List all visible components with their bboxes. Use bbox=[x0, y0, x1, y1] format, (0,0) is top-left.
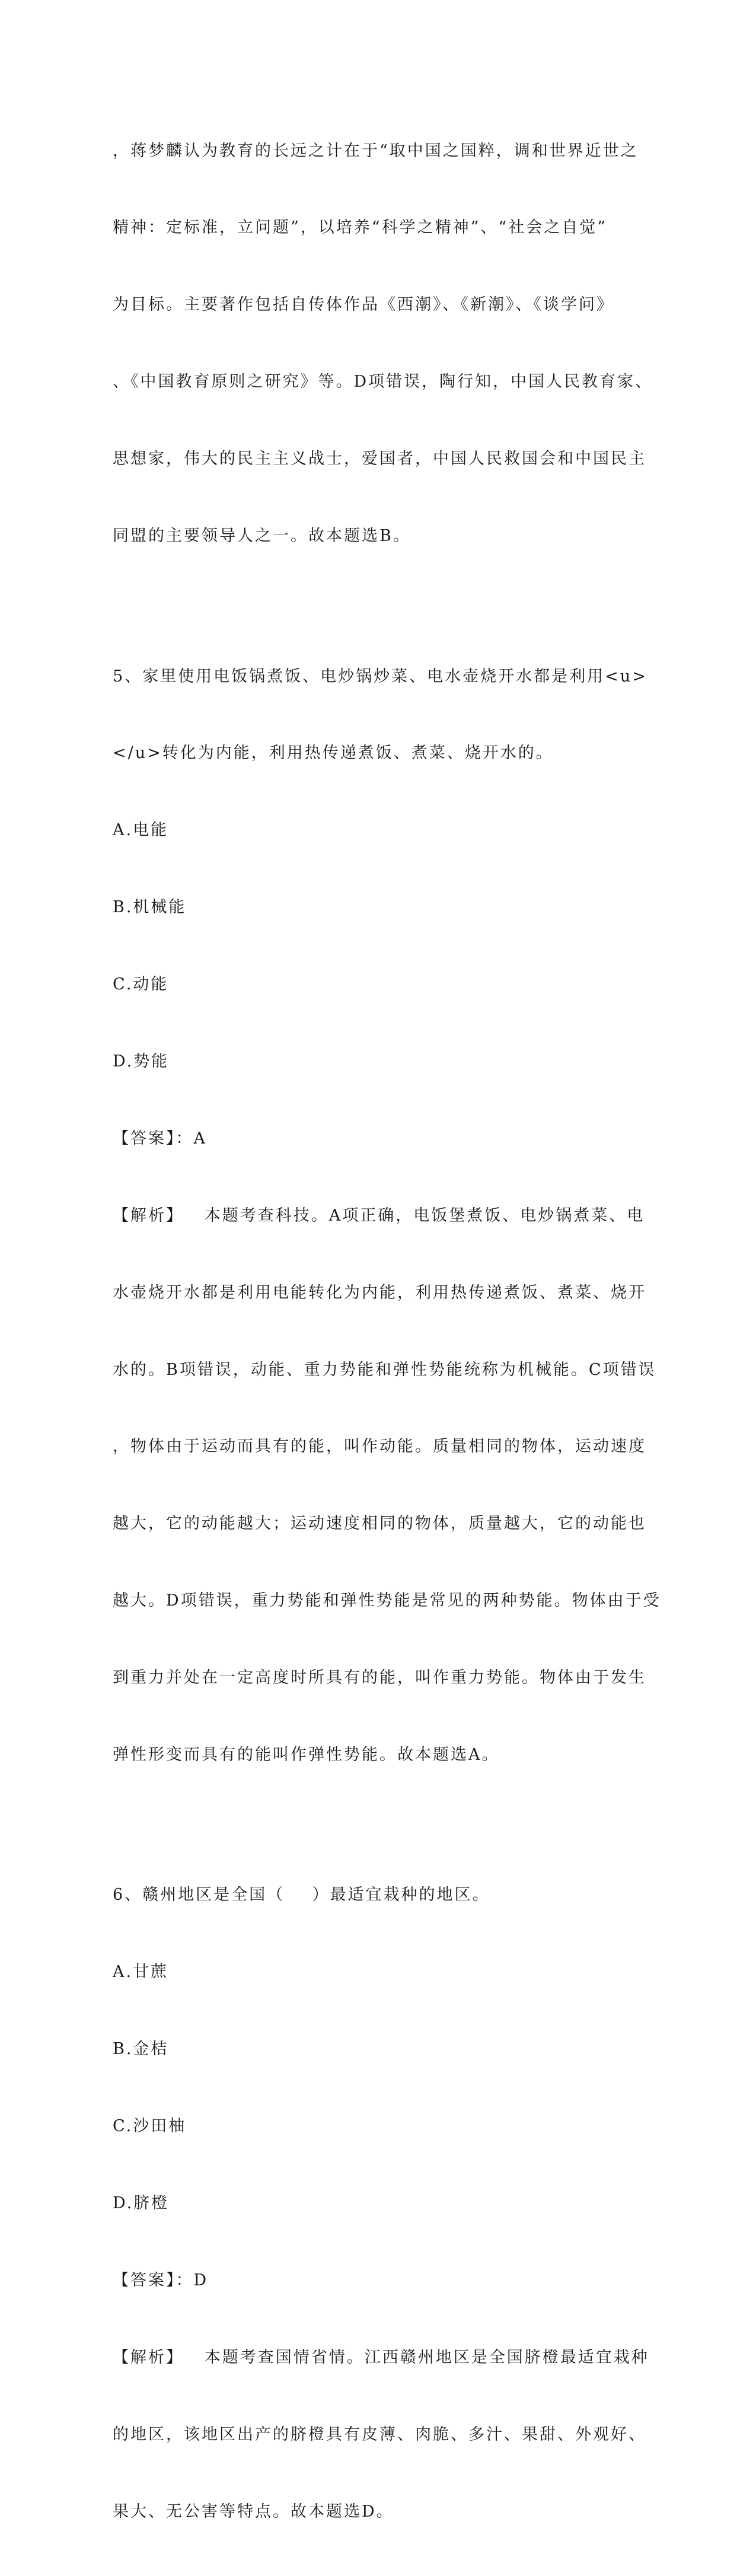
analysis-line: 水的。B项错误，动能、重力势能和弹性势能统称为机械能。C项错误 bbox=[113, 1360, 656, 1379]
analysis-line: ，物体由于运动而具有的能，叫作动能。质量相同的物体，运动速度 bbox=[113, 1437, 646, 1456]
analysis-line: 越大。D项错误，重力势能和弹性势能是常见的两种势能。物体由于受 bbox=[113, 1591, 661, 1610]
text-line: 思想家，伟大的民主主义战士，爱国者，中国人民救国会和中国民主 bbox=[113, 450, 646, 469]
option-a: A.电能 bbox=[113, 821, 169, 840]
option-a: A.甘蔗 bbox=[113, 1963, 169, 1982]
answer: 【答案】：A bbox=[113, 1129, 207, 1148]
analysis-line: 到重力并处在一定高度时所具有的能，叫作重力势能。物体由于发生 bbox=[113, 1668, 646, 1687]
analysis-line: 越大，它的动能越大；运动速度相同的物体，质量越大，它的动能也 bbox=[113, 1514, 646, 1533]
analysis-line: 【解析】 本题考查科技。A项正确，电饭堡煮饭、电炒锅煮菜、电 bbox=[113, 1206, 645, 1225]
text-line: 为目标。主要著作包括自传体作品《西潮》、《新潮》、《谈学问》 bbox=[113, 295, 614, 314]
answer: 【答案】：D bbox=[113, 2271, 209, 2290]
question-stem: 5、家里使用电饭锅煮饭、电炒锅炒菜、电水壶烧开水都是利用<u> bbox=[113, 667, 647, 686]
option-d: D.势能 bbox=[113, 1052, 170, 1071]
option-c: C.沙田柚 bbox=[113, 2117, 187, 2136]
prev-explanation bbox=[113, 87, 653, 600]
option-b: B.金桔 bbox=[113, 2040, 169, 2059]
text-line: ，蒋梦麟认为教育的长远之计在于“取中国之国粹，调和世界近世之 bbox=[113, 141, 639, 160]
question-5 bbox=[113, 612, 661, 1819]
text-line: 同盟的主要领导人之一。故本题选B。 bbox=[113, 527, 411, 546]
question-stem: 6、赣州地区是全国（ ）最适宜栽种的地区。 bbox=[113, 1886, 490, 1905]
option-b: B.机械能 bbox=[113, 898, 187, 917]
analysis-line: 水壶烧开水都是利用电能转化为内能，利用热传递煮饭、煮菜、烧开 bbox=[113, 1283, 646, 1302]
analysis-line: 【解析】 本题考查国情省情。江西赣州地区是全国脐橙最适宜栽种 bbox=[113, 2348, 649, 2367]
question-6 bbox=[113, 1831, 649, 2576]
analysis-line: 弹性形变而具有的能叫作弹性势能。故本题选A。 bbox=[113, 1746, 500, 1764]
question-stem: </u>转化为内能，利用热传递煮饭、煮菜、烧开水的。 bbox=[113, 744, 554, 763]
document-page bbox=[113, 87, 661, 2576]
option-d: D.脐橙 bbox=[113, 2194, 170, 2213]
text-line: 、《中国教育原则之研究》等。D项错误，陶行知，中国人民教育家、 bbox=[113, 372, 653, 391]
analysis-line: 的地区，该地区出产的脐橙具有皮薄、肉脆、多汁、果甜、外观好、 bbox=[113, 2425, 646, 2444]
option-c: C.动能 bbox=[113, 975, 169, 994]
analysis-line: 果大、无公害等特点。故本题选D。 bbox=[113, 2502, 394, 2521]
text-line: 精神：定标准，立问题”，以培养“科学之精神”、“社会之自觉” bbox=[113, 218, 608, 237]
